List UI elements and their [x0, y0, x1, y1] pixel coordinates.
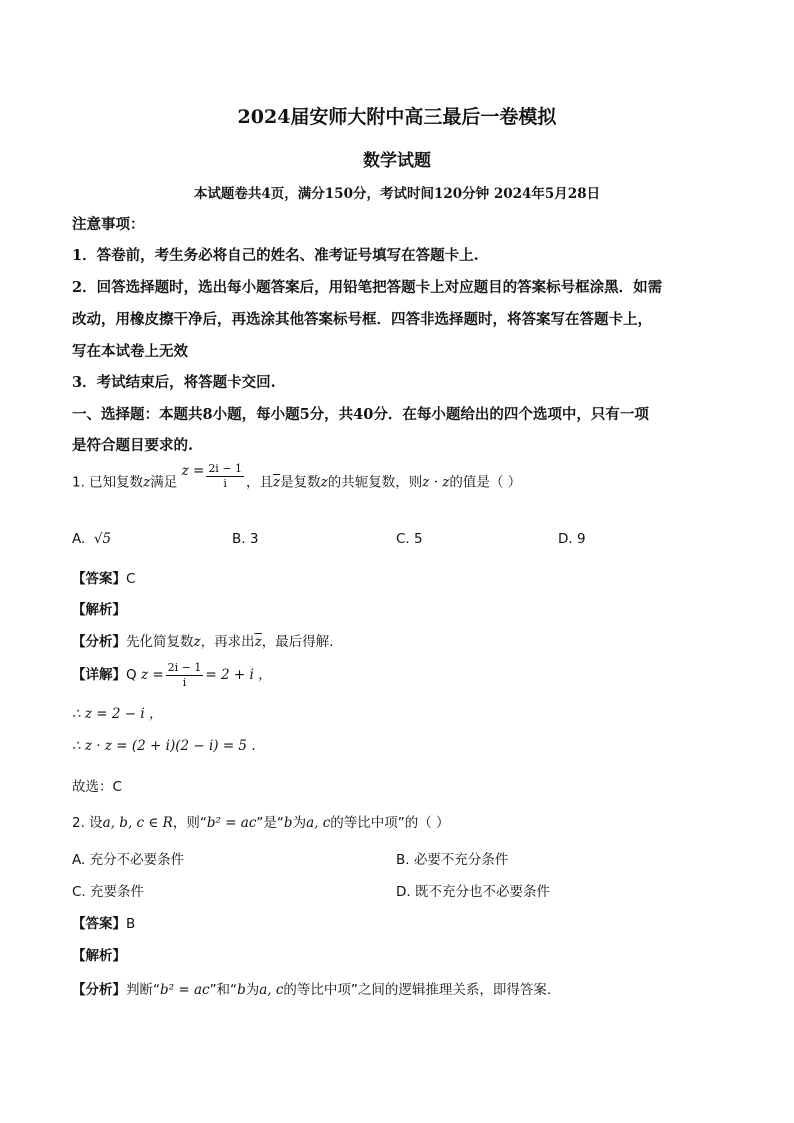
q1-detail-frac-den: i — [182, 675, 187, 689]
q2-answer-label: 【答案】 — [72, 916, 126, 932]
q1-detail-eq: z = — [140, 667, 164, 683]
notes-item-2-line-1: 2．回答选择题时，选出每小题答案后，用铅笔把答题卡上对应题目的答案标号框涂黑．如需 — [72, 279, 663, 296]
q2-fenxi — [72, 978, 551, 998]
q1-conclusion: 故选：C — [72, 779, 122, 795]
q1-mid5: 的值是（ ） — [449, 474, 522, 491]
q1-answer-label: 【答案】 — [72, 571, 126, 587]
q2-prefix: 2. 设 — [72, 815, 103, 831]
q1-fenxi-text-3: ，最后得解. — [261, 634, 334, 650]
notes-item-1: 1．答卷前，考生务必将自己的姓名、准考证号填写在答题卡上. — [72, 247, 479, 264]
q2-option-d-value: 既不充分也不必要条件 — [414, 884, 550, 900]
q2-var-b: b — [283, 815, 293, 831]
q1-step-3: ∴ z · z = (2 + i)(2 − i) = 5 . — [72, 738, 256, 754]
q2-option-a[interactable] — [72, 848, 184, 868]
section-1-line-1: 一、选择题：本题共8小题，每小题5分，共40分．在每小题给出的四个选项中，只有一项 — [72, 406, 649, 423]
q1-detail-q: Q — [126, 667, 137, 683]
q1-analysis-label: 【解析】 — [72, 602, 126, 618]
q2-option-a-label: A. — [72, 852, 86, 868]
q2-option-d[interactable] — [396, 880, 550, 900]
notes-item-2-line-2: 改动，用橡皮擦干净后，再选涂其他答案标号框．四答非选择题时，将答案写在答题卡上， — [72, 311, 652, 328]
q1-option-c[interactable] — [396, 531, 423, 547]
q1-option-d-value: 9 — [576, 531, 586, 547]
q1-var-z: z — [143, 474, 151, 491]
q2-option-c-label: C. — [72, 884, 86, 900]
q1-detail-result: = 2 + i ， — [205, 667, 272, 683]
q1-prefix: 1. 已知复数 — [72, 474, 144, 491]
q2-fenxi-expr: b² = ac — [160, 982, 210, 998]
question-2-stem — [72, 811, 450, 831]
q1-option-a-label: A. — [72, 531, 86, 547]
q2-option-c-value: 充要条件 — [90, 884, 145, 900]
q2-vars: a, b, c ∈ R — [102, 815, 173, 831]
q1-eq-lhs: z = — [181, 462, 205, 479]
q1-fenxi-label: 【分析】 — [72, 634, 126, 650]
q1-option-a-value: √5 — [93, 531, 112, 547]
q2-fenxi-b: b — [237, 982, 246, 998]
q1-option-a[interactable] — [72, 531, 111, 547]
q2-option-a-value: 充分不必要条件 — [89, 852, 185, 868]
q1-fenxi-z: z — [193, 634, 201, 650]
q2-fenxi-text-1: 判断“ — [126, 982, 160, 998]
q1-mid4: 的共轭复数，则 — [327, 474, 423, 491]
page-title: 2024届安师大附中高三最后一卷模拟 — [237, 106, 557, 128]
q2-analysis-label: 【解析】 — [72, 948, 126, 964]
q2-mid-4: 的等比中项”的（ ） — [330, 815, 450, 831]
q2-mid-2: ”是“ — [256, 815, 284, 831]
q2-mid-3: 为 — [292, 815, 307, 831]
q2-option-b[interactable] — [396, 848, 508, 868]
q1-var-z-2: z — [320, 474, 328, 491]
q1-product: z · z — [422, 474, 450, 491]
q1-step-2: ∴ z = 2 − i ， — [72, 706, 163, 722]
notes-item-2-line-3: 写在本试卷上无效 — [72, 343, 188, 360]
q1-conj-z: $\overline{z}$ — [273, 474, 281, 491]
q2-fenxi-text-3: 为 — [245, 982, 260, 998]
q1-option-b-value: 3 — [249, 531, 259, 547]
q1-mid2: ，且 — [246, 474, 274, 491]
q1-fraction — [206, 462, 244, 491]
notes-item-3: 3．考试结束后，将答题卡交回. — [72, 374, 276, 391]
section-1-line-2: 是符合题目要求的. — [72, 437, 194, 454]
q1-option-c-value: 5 — [414, 531, 423, 547]
q1-option-b[interactable] — [232, 531, 258, 547]
q1-fenxi-text-1: 先化简复数 — [126, 634, 194, 650]
q2-fenxi-ac: a, c — [259, 982, 284, 998]
q2-answer — [72, 912, 135, 932]
q2-fenxi-text-2: ”和“ — [209, 982, 238, 998]
question-1-stem — [72, 462, 522, 497]
q1-option-c-label: C. — [396, 531, 410, 547]
q2-answer-value: B — [126, 916, 136, 932]
q1-option-b-label: B. — [232, 531, 246, 547]
q1-fenxi — [72, 630, 334, 650]
q1-answer — [72, 567, 135, 587]
q1-mid1: 满足 — [150, 474, 178, 491]
q1-option-d-label: D. — [558, 531, 573, 547]
q1-frac-den: i — [223, 477, 227, 490]
q1-fenxi-text-2: ，再求出 — [200, 634, 255, 650]
q1-fenxi-conj-z: $\overline{z}$ — [254, 634, 262, 650]
q1-detail-frac-num: 2i − 1 — [167, 660, 202, 674]
q2-fenxi-text-4: 的等比中项”之间的逻辑推理关系，即得答案. — [283, 982, 552, 998]
q1-detail — [72, 660, 272, 690]
q1-option-d[interactable] — [558, 531, 586, 547]
q1-mid3: 是复数 — [280, 474, 321, 491]
page-subtitle: 数学试题 — [363, 151, 431, 171]
q2-option-b-label: B. — [396, 852, 410, 868]
q2-mid-1: ，则“ — [172, 815, 207, 831]
q2-var-ac: a, c — [306, 815, 331, 831]
q1-frac-num: 2i − 1 — [208, 462, 243, 475]
notes-heading: 注意事项： — [72, 216, 145, 233]
q2-option-c[interactable] — [72, 880, 144, 900]
exam-info: 本试题卷共4页，满分150分，考试时间120分钟 2024年5月28日 — [193, 186, 601, 202]
q2-option-b-value: 必要不充分条件 — [413, 852, 509, 868]
q1-detail-fraction — [166, 661, 204, 690]
q2-expr-1: b² = ac — [206, 815, 257, 831]
q2-fenxi-label: 【分析】 — [72, 982, 126, 998]
q1-answer-value: C — [126, 571, 136, 587]
q1-detail-label: 【详解】 — [72, 667, 126, 683]
q2-option-d-label: D. — [396, 884, 411, 900]
